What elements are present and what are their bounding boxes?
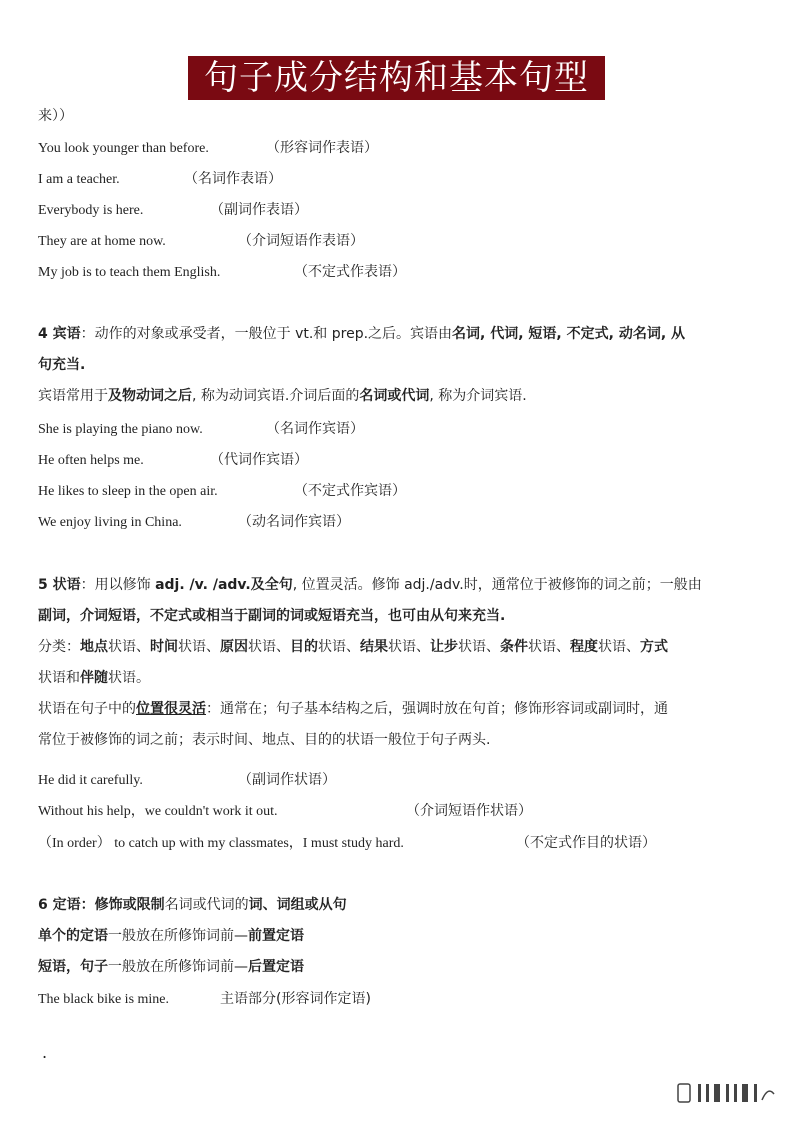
definition-text: , 称为介词宾语.: [429, 388, 527, 404]
example-english: My job is to teach them English.: [38, 265, 221, 280]
definition-text: 状语。: [108, 670, 150, 686]
example-english: He did it carefully.: [38, 773, 143, 788]
example-line: [38, 169, 282, 190]
definition-text: 状语在句子中的: [38, 701, 136, 717]
example-english: The black bike is mine.: [38, 992, 170, 1007]
example-line: [38, 231, 364, 252]
definition-text: 宾语常用于: [38, 388, 108, 404]
example-line: [38, 801, 532, 822]
definition-text: 一般放在所修饰词前—: [108, 928, 248, 944]
classification-sep: 状语、: [248, 639, 290, 655]
classification-sep: 状语、: [178, 639, 220, 655]
example-note: （代词作宾语）: [210, 452, 308, 468]
example-english: They are at home now.: [38, 234, 166, 249]
example-note: （动名词作宾语）: [238, 514, 350, 530]
section-heading: 5 状语: [38, 577, 81, 593]
object-definition: [38, 319, 760, 412]
example-line: [38, 200, 308, 221]
definition-text: .: [500, 608, 506, 624]
classification-line: [38, 632, 760, 663]
example-note: （不定式作表语）: [294, 264, 406, 280]
definition-emphasis: 副词，介词短语，不定式或相当于副词的词或短语充当，也可由从句来充当: [38, 608, 500, 624]
definition-text: ：用以修饰: [80, 577, 156, 593]
definition-emphasis: 及物动词之后: [108, 388, 192, 404]
classification-term: 方式: [640, 639, 668, 655]
classification-term: 地点: [80, 639, 108, 655]
classification-sep: 状语、: [598, 639, 640, 655]
definition-emphasis: 句充当: [38, 357, 80, 373]
definition-text: 状语和: [38, 670, 80, 686]
example-line: [38, 770, 336, 791]
classification-term: 程度: [570, 639, 598, 655]
example-line: [38, 481, 406, 502]
definition-emphasis: 单个的定语: [38, 928, 108, 944]
title-wrap: [0, 56, 793, 100]
classification-sep: 状语、: [318, 639, 360, 655]
classification-label: 分类：: [38, 639, 80, 655]
intro-fragment: 来））: [38, 108, 73, 124]
definition-emphasis: 词、词组或从句: [248, 897, 347, 913]
example-english: Without his help，we couldn't work it out.: [38, 804, 278, 819]
section-heading: 4 宾语: [38, 326, 81, 342]
definition-text: .: [80, 357, 86, 373]
example-english: （In order） to catch up with my classmates，I must study hard.: [38, 836, 404, 851]
classification-term: 时间: [150, 639, 178, 655]
definition-emphasis: ：修饰或限制: [80, 897, 165, 913]
classification-term: 让步: [430, 639, 458, 655]
definition-emphasis: 名词或代词: [359, 388, 430, 404]
example-english: You look younger than before.: [38, 141, 209, 156]
definition-text: 常位于被修饰的词之前；表示时间、地点、目的的状语一般位于句子两头.: [38, 732, 491, 748]
example-note: （副词作状语）: [238, 772, 336, 788]
example-note: （介词短语作表语）: [238, 233, 364, 249]
classification-term: 原因: [220, 639, 248, 655]
example-line: [38, 512, 350, 533]
classification-sep: 状语、: [108, 639, 150, 655]
definition-emphasis: adj. /v. /adv.及全句: [155, 577, 293, 593]
example-note: （不定式作目的状语）: [516, 835, 656, 851]
example-note: 主语部分(形容词作定语): [220, 991, 371, 1007]
example-english: We enjoy living in China.: [38, 515, 182, 530]
definition-emphasis: 名词, 代词, 短语, 不定式, 动名词, 从: [452, 326, 686, 342]
page-title: 句子成分结构和基本句型: [188, 56, 605, 100]
definition-text: 名词或代词的: [164, 897, 249, 913]
classification-sep: 状语、: [528, 639, 570, 655]
example-note: （不定式作宾语）: [294, 483, 406, 499]
definition-text: 一般放在所修饰词前—: [108, 959, 248, 975]
example-english: I am a teacher.: [38, 172, 120, 187]
definition-text: ：动作的对象或承受者，一般位于 vt.和 prep.之后。宾语由: [80, 326, 453, 342]
definition-emphasis: 前置定语: [248, 928, 304, 944]
adverbial-definition: [38, 570, 760, 756]
definition-text: ：通常在；句子基本结构之后，强调时放在句首；修饰形容词或副词时，通: [206, 701, 668, 717]
definition-emphasis: 后置定语: [248, 959, 304, 975]
example-note: （介词短语作状语）: [406, 803, 532, 819]
definition-text: , 称为动词宾语.介词后面的: [192, 388, 360, 404]
example-note: （名词作表语）: [184, 171, 282, 187]
classification-term: 目的: [290, 639, 318, 655]
definition-emphasis: 位置很灵活: [136, 701, 206, 717]
classification-sep: 状语、: [388, 639, 430, 655]
example-english: He often helps me.: [38, 453, 144, 468]
example-note: （副词作表语）: [210, 202, 308, 218]
classification-term: 条件: [500, 639, 528, 655]
example-english: He likes to sleep in the open air.: [38, 484, 218, 499]
definition-text: , 位置灵活。修饰 adj./adv.时，通常位于被修饰的词之前；一般由: [292, 577, 702, 593]
example-line: [38, 989, 371, 1010]
example-note: （名词作宾语）: [266, 421, 364, 437]
classification-sep: 状语、: [458, 639, 500, 655]
example-line: [38, 450, 308, 471]
classification-term: 结果: [360, 639, 388, 655]
definition-emphasis: 短语，句子: [38, 959, 108, 975]
example-line: [38, 833, 656, 854]
example-english: She is playing the piano now.: [38, 422, 203, 437]
example-note: （形容词作表语）: [266, 140, 378, 156]
example-line: [38, 419, 364, 440]
example-line: [38, 138, 378, 159]
trailing-mark: .: [42, 1043, 48, 1062]
example-line: [38, 262, 406, 283]
attributive-definition: [38, 890, 760, 983]
watermark-icon: [676, 1080, 776, 1106]
example-english: Everybody is here.: [38, 203, 144, 218]
classification-term: 伴随: [80, 670, 108, 686]
section-heading: 6 定语: [38, 897, 81, 913]
